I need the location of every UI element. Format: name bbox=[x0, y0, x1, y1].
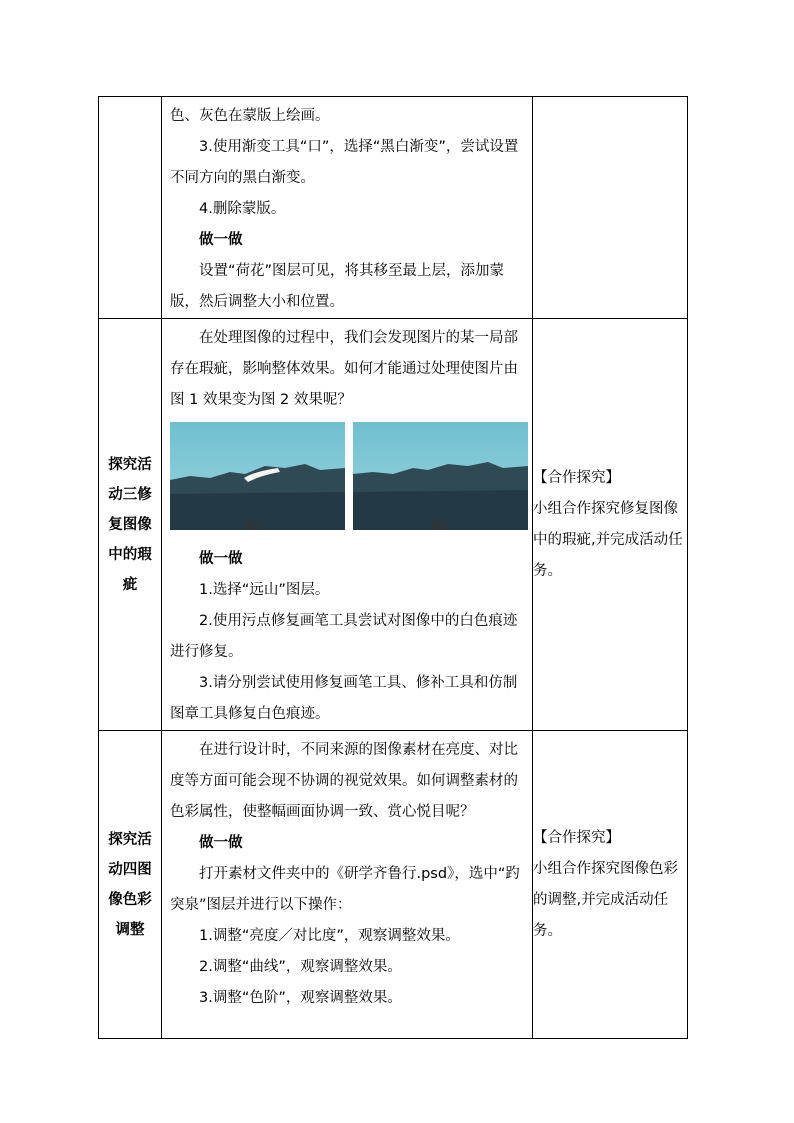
figure-2-caption: 图2 bbox=[431, 521, 448, 532]
step-3: 3.请分别尝试使用修复画笔工具、修补工具和仿制图章工具修复白色痕迹。 bbox=[170, 675, 518, 722]
table-row bbox=[99, 319, 688, 731]
row1-content-cell bbox=[162, 97, 533, 319]
row2-content-cell bbox=[162, 319, 533, 731]
step-3: 3.调整“色阶”，观察调整效果。 bbox=[199, 990, 402, 1006]
step-2: 2.使用污点修复画笔工具尝试对图像中的白色痕迹进行修复。 bbox=[170, 613, 518, 660]
figure-2 bbox=[353, 422, 528, 542]
row3-content-cell bbox=[162, 731, 533, 1039]
row1-right-cell bbox=[533, 97, 688, 319]
doit-heading: 做一做 bbox=[199, 835, 243, 851]
row3-label: 探究活动四图像色彩调整 bbox=[99, 731, 162, 1039]
cooperation-text: 小组合作探究图像色彩的调整,并完成活动任务。 bbox=[533, 860, 678, 939]
text-line: 色、灰色在蒙版上绘画。 bbox=[170, 108, 330, 124]
doit-heading: 做一做 bbox=[199, 551, 243, 567]
step-1: 1.调整“亮度／对比度”，观察调整效果。 bbox=[199, 928, 460, 944]
row2-label: 探究活动三修复图像中的瑕疵 bbox=[99, 319, 162, 731]
table-row bbox=[99, 97, 688, 319]
table-row bbox=[99, 731, 688, 1039]
open-instruction: 打开素材文件夹中的《研学齐鲁行.psd》，选中“趵突泉”图层并进行以下操作： bbox=[170, 866, 520, 913]
figure-pair bbox=[170, 422, 524, 542]
figure-1 bbox=[170, 422, 345, 542]
cooperation-title: 【合作探究】 bbox=[533, 469, 620, 486]
doit-heading: 做一做 bbox=[199, 232, 243, 248]
row1-label-cell bbox=[99, 97, 162, 319]
cooperation-text: 小组合作探究修复图像中的瑕疵,并完成活动任务。 bbox=[533, 500, 683, 579]
step-1: 1.选择“远山”图层。 bbox=[199, 582, 330, 598]
text-line: 4.删除蒙版。 bbox=[199, 201, 286, 217]
text-line: 设置“荷花”图层可见，将其移至最上层，添加蒙版，然后调整大小和位置。 bbox=[170, 263, 505, 310]
step-2: 2.调整“曲线”，观察调整效果。 bbox=[199, 959, 402, 975]
text-line: 3.使用渐变工具“口”，选择“黑白渐变”，尝试设置不同方向的黑白渐变。 bbox=[170, 139, 519, 186]
lesson-table bbox=[98, 96, 688, 1039]
figure-1-caption: 图1 bbox=[245, 521, 262, 532]
intro-text: 在处理图像的过程中，我们会发现图片的某一局部存在瑕疵，影响整体效果。如何才能通过处理使图片由图 1 效果变为图 2 效果呢？ bbox=[170, 330, 518, 408]
row3-right-cell bbox=[533, 731, 688, 1039]
cooperation-title: 【合作探究】 bbox=[533, 829, 620, 846]
intro-text: 在进行设计时，不同来源的图像素材在亮度、对比度等方面可能会现不协调的视觉效果。如何调整素材的色彩属性，使整幅画面协调一致、赏心悦目呢？ bbox=[170, 742, 518, 820]
row2-right-cell bbox=[533, 319, 688, 731]
